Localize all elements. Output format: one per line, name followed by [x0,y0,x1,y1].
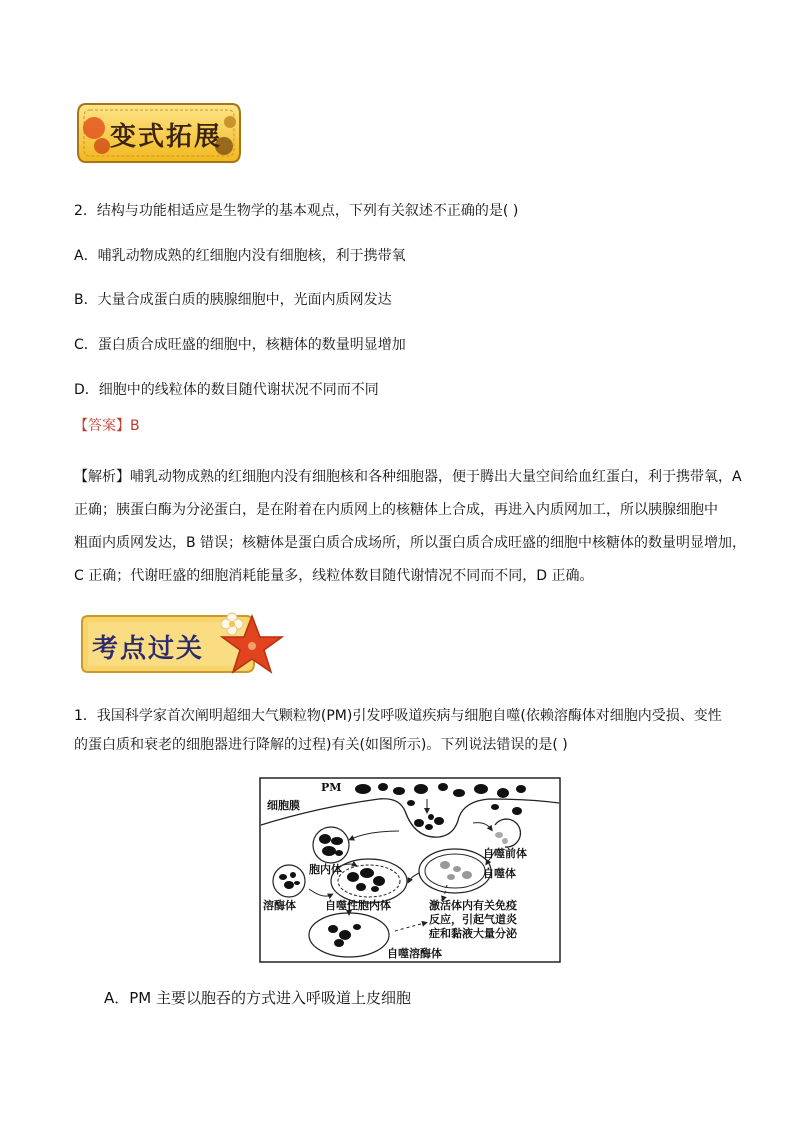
autophagy-figure [259,777,561,963]
label-autophagosome: 自噬体 [483,867,516,880]
label-pre-autophagosome: 自噬前体 [483,847,527,860]
analysis-line: 【解析】哺乳动物成熟的红细胞内没有细胞核和各种细胞器，便于腾出大量空间给血红蛋白，利于携带氧，A [74,469,742,485]
label-autolysosome: 自噬溶酶体 [387,947,442,960]
question-2-option-a: A．哺乳动物成熟的红细胞内没有细胞核，利于携带氧 [74,248,406,264]
question-2-stem: 2．结构与功能相适应是生物学的基本观点，下列有关叙述不正确的是( ) [74,203,519,219]
label-endosome: 胞内体 [309,863,342,876]
analysis-line: 正确；胰蛋白酶为分泌蛋白，是在附着在内质网上的核糖体上合成，再进入内质网加工，所以胰腺细胞中 [74,502,718,518]
question-2-option-d: D．细胞中的线粒体的数目随代谢状况不同而不同 [74,382,379,398]
label-activation: 反应，引起气道炎 [429,913,517,926]
question-2-analysis [74,461,754,593]
label-lysosome: 溶酶体 [263,899,296,912]
label-pm: PM [321,781,342,794]
answer-value: B [130,418,140,434]
question-1-stem-line: 1．我国科学家首次阐明超细大气颗粒物(PM)引发呼吸道疾病与细胞自噬(依赖溶酶体对细胞内受损、变性 [74,708,722,724]
analysis-line: C 正确；代谢旺盛的细胞消耗能量多，线粒体数目随代谢情况不同而不同，D 正确。 [74,568,594,584]
question-2-answer [74,416,140,436]
section-banner-variant [74,98,244,168]
label-activation: 激活体内有关免疫 [429,899,517,912]
label-membrane: 细胞膜 [267,799,300,812]
question-1-stem-line: 的蛋白质和衰老的细胞器进行降解的过程)有关(如图所示)。下列说法错误的是( ) [74,737,568,753]
question-1-option-a: A．PM 主要以胞吞的方式进入呼吸道上皮细胞 [104,989,412,1007]
question-2-option-b: B．大量合成蛋白质的胰腺细胞中，光面内质网发达 [74,292,392,308]
label-autophagic-endosome: 自噬性胞内体 [325,899,391,912]
label-activation: 症和黏液大量分泌 [429,927,517,940]
autophagy-diagram [259,777,561,963]
analysis-line: 粗面内质网发达，B 错误；核糖体是蛋白质合成场所，所以蛋白质合成旺盛的细胞中核糖体的数量明显增加， [74,535,747,551]
answer-label: 【答案】 [74,418,130,434]
banner-title: 变式拓展 [110,122,223,152]
section-banner-checkpoint [74,608,284,680]
banner-title: 考点过关 [92,634,205,664]
question-2-option-c: C．蛋白质合成旺盛的细胞中，核糖体的数量明显增加 [74,337,406,353]
